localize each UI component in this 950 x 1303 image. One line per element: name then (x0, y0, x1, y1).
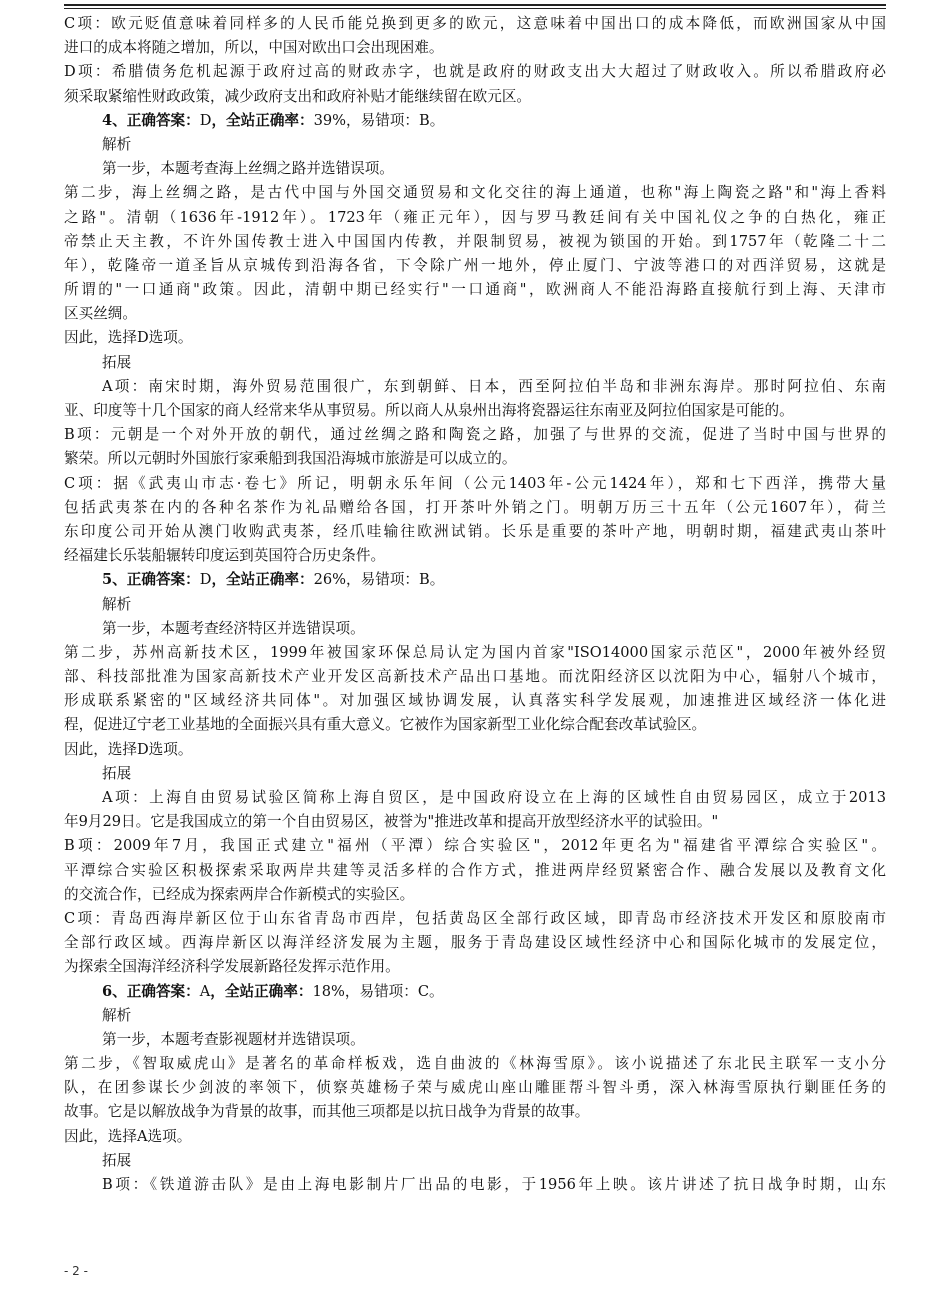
text-line: 须采取紧缩性财政政策，减少政府支出和政府补贴才能继续留在欧元区。 (64, 87, 532, 105)
text-line: C项：据《武夷山市志·卷七》所记，明朝永乐年间（公元1403年-公元1424年），郑和七下西洋，携带大量 (64, 474, 886, 492)
text-line: 故事。它是以解放战争为背景的故事，而其他三项都是以抗日战争为背景的故事。 (64, 1103, 590, 1121)
answer-label: 、正确答案： (112, 111, 200, 129)
section-heading: 拓展 (102, 764, 132, 782)
section-heading: 解析 (102, 595, 132, 613)
rate-label: ，全站正确率： (211, 111, 314, 129)
text-line: 平潭综合实验区积极探索采取两岸共建等灵活多样的合作方式，推进两岸经贸紧密合作、融合发展以及教育文化 (64, 861, 886, 879)
error-option: ，易错项：C。 (344, 982, 444, 1000)
text-line: 所谓的"一口通商"政策。因此，清朝中期已经实行"一口通商"，欧洲商人不能沿海路直接航行到上海、天津市 (64, 281, 886, 299)
text-line: 的交流合作，已经成为探索两岸合作新模式的实验区。 (64, 885, 415, 903)
answer-line-4 (64, 109, 886, 133)
text-line: A项：南宋时期，海外贸易范围很广，东到朝鲜、日本，西至阿拉伯半岛和非洲东海岸。那时阿拉伯、东南 (102, 377, 886, 395)
question-number: 4 (102, 111, 113, 129)
text-line: 为探索全国海洋经济科学发展新路径发挥示范作用。 (64, 958, 400, 976)
text-line: 年9月29日。它是我国成立的第一个自由贸易区，被誉为"推进改革和提高开放型经济水平的试验田。" (64, 813, 719, 831)
text-line: 经福建长乐装船辗转印度运到英国符合历史条件。 (64, 547, 386, 565)
page-number: - 2 - (64, 1264, 88, 1278)
text-line: 第二步，《智取威虎山》是著名的革命样板戏，选自曲波的《林海雪原》。该小说描述了东北民主联军一支小分 (64, 1055, 886, 1073)
section-heading: 拓展 (102, 1151, 132, 1169)
correct-answer: D (199, 571, 212, 589)
text-line: B项：《铁道游击队》是由上海电影制片厂出品的电影，于1956年上映。该片讲述了抗日战争时期，山东 (102, 1176, 886, 1193)
text-line: 东印度公司开始从澳门收购武夷茶，经爪哇输往欧洲试销。长乐是重要的茶叶产地，明朝时期，福建武夷山茶叶 (64, 522, 886, 540)
text-line: 第二步，苏州高新技术区，1999年被国家环保总局认定为国内首家"ISO14000国家示范区"，2000年被外经贸 (64, 643, 886, 661)
text-line: 部、科技部批准为国家高新技术产业开发区高新技术产品出口基地。而沈阳经济区以沈阳为中心，辐射八个城市， (64, 668, 886, 686)
section-heading: 拓展 (102, 353, 132, 371)
question-number: 5 (102, 571, 113, 589)
text-line: 繁荣。所以元朝时外国旅行家乘船到我国沿海城市旅游是可以成立的。 (64, 450, 517, 468)
text-line: 形成联系紧密的"区域经济共同体"。对加强区域协调发展，认真落实科学发展观，加速推进区域经济一体化进 (64, 692, 886, 710)
text-line: D项：希腊债务危机起源于政府过高的财政赤字，也就是政府的财政支出大大超过了财政收入。所以希腊政府必 (64, 63, 886, 81)
text-line: 第一步，本题考查海上丝绸之路并选错误项。 (102, 160, 394, 178)
text-line: C项：青岛西海岸新区位于山东省青岛市西岸，包括黄岛区全部行政区域，即青岛市经济技术开发区和原胶南市 (64, 909, 886, 927)
correct-rate: 39% (313, 111, 347, 129)
text-line: 第一步，本题考查影视题材并选错误项。 (102, 1030, 365, 1048)
correct-answer: A (199, 982, 211, 1000)
text-line: 亚、印度等十几个国家的商人经常来华从事贸易。所以商人从泉州出海将瓷器运往东南亚及阿拉伯国家是可能的。 (64, 402, 794, 419)
answer-label: 、正确答案： (112, 982, 200, 1000)
text-line: A项：上海自由贸易试验区简称上海自贸区，是中国政府设立在上海的区域性自由贸易园区，成立于2013 (102, 789, 886, 806)
text-line: 帝禁止天主教，不许外国传教士进入中国国内传教，并限制贸易，被视为锁国的开始。到1757年（乾隆二十二 (64, 232, 886, 250)
text-line: C项：欧元贬值意味着同样多的人民币能兑换到更多的欧元，这意味着中国出口的成本降低，而欧洲国家从中国 (64, 15, 886, 32)
correct-rate: 18% (312, 982, 345, 1000)
text-line: 因此，选择A选项。 (64, 1127, 192, 1145)
rate-label: ，全站正确率： (211, 571, 314, 589)
text-line: B项：2009年7月，我国正式建立"福州（平潭）综合实验区"，2012年更名为"福建省平潭综合实验区"。 (64, 837, 886, 855)
error-option: ，易错项：B。 (346, 111, 445, 129)
correct-rate: 26% (313, 571, 347, 589)
answer-label: 、正确答案： (112, 571, 200, 589)
text-line: 因此，选择D选项。 (64, 740, 193, 758)
text-line: 之路"。清朝（1636年-1912年）。1723年（雍正元年），因与罗马教廷间有关中国礼仪之争的白热化，雍正 (64, 208, 886, 226)
section-heading: 解析 (102, 135, 132, 153)
text-line: B项：元朝是一个对外开放的朝代，通过丝绸之路和陶瓷之路，加强了与世界的交流，促进了当时中国与世界的 (64, 426, 886, 444)
text-line: 进口的成本将随之增加，所以，中国对欧出口会出现困难。 (64, 39, 444, 57)
text-line: 全部行政区域。西海岸新区以海洋经济发展为主题，服务于青岛建设区域性经济中心和国际化城市的发展定位， (64, 934, 886, 952)
text-line: 因此，选择D选项。 (64, 329, 193, 347)
question-number: 6 (102, 982, 113, 1000)
text-line: 第一步，本题考查经济特区并选错误项。 (102, 619, 365, 637)
rate-label: ，全站正确率： (210, 982, 313, 1000)
top-rule-thin (64, 8, 886, 9)
text-line: 区买丝绸。 (64, 305, 137, 323)
text-line: 年），乾隆帝一道圣旨从京城传到沿海各省，下令除广州一地外，停止厦门、宁波等港口的对西洋贸易，这就是 (64, 256, 886, 274)
correct-answer: D (199, 111, 212, 129)
document-body (64, 12, 886, 1197)
text-line: 程，促进辽宁老工业基地的全面振兴具有重大意义。它被作为国家新型工业化综合配套改革试验区。 (64, 716, 707, 734)
top-rule (64, 4, 886, 6)
text-line: 包括武夷茶在内的各种名茶作为礼品赠给各国，打开茶叶外销之门。明朝万历三十五年（公元1607年），荷兰 (64, 498, 886, 516)
section-heading: 解析 (102, 1006, 132, 1024)
text-line: 第二步，海上丝绸之路，是古代中国与外国交通贸易和文化交往的海上通道，也称"海上陶瓷之路"和"海上香料 (64, 184, 886, 202)
answer-line-6 (64, 980, 886, 1004)
answer-line-5 (64, 568, 886, 592)
error-option: ，易错项：B。 (346, 571, 445, 589)
text-line: 队，在团参谋长少剑波的率领下，侦察英雄杨子荣与威虎山座山雕匪帮斗智斗勇，深入林海雪原执行剿匪任务的 (64, 1079, 886, 1097)
